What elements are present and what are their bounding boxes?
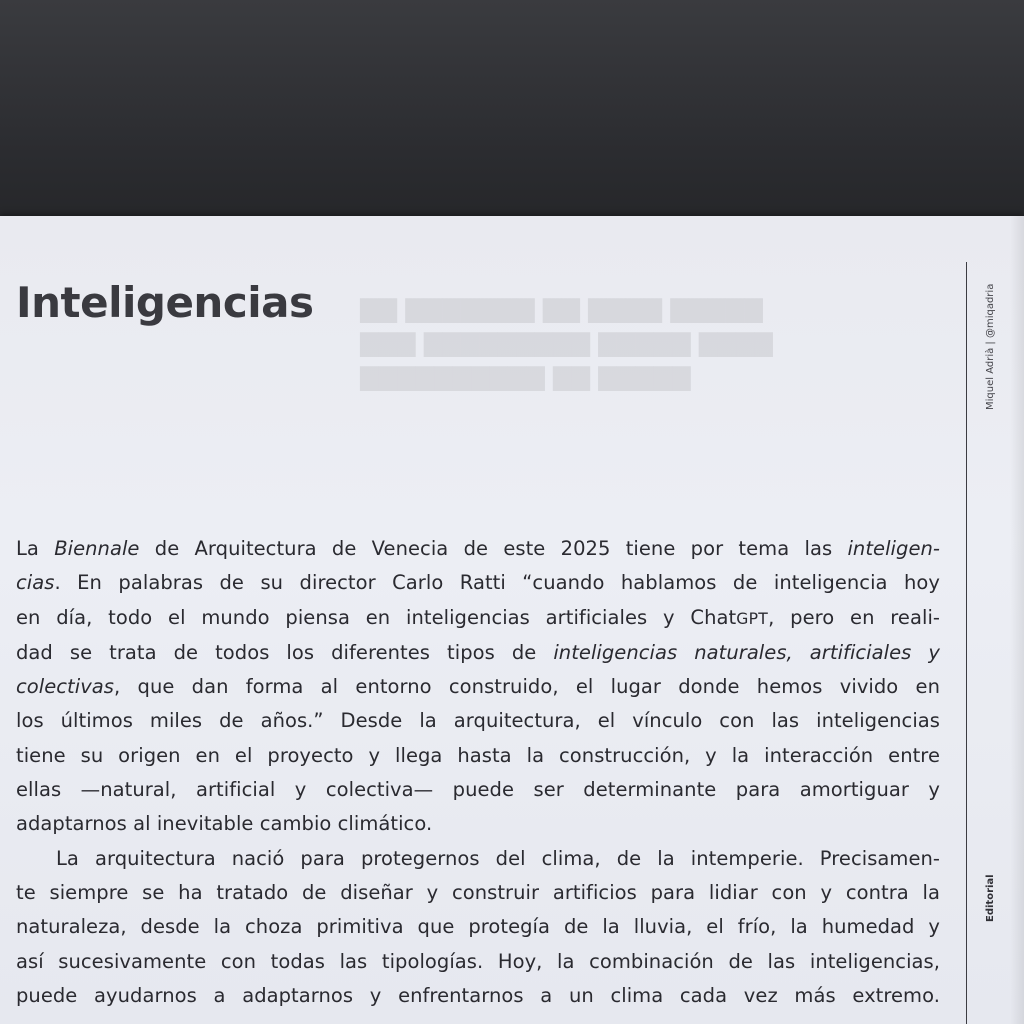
text-line bbox=[16, 566, 940, 600]
italic-run: cias bbox=[16, 571, 55, 595]
article-body bbox=[16, 532, 940, 1013]
text-line: adaptarnos al inevitable cambio climático. bbox=[16, 812, 433, 836]
text-line: naturaleza, desde la choza primitiva que protegía de la lluvia, el frío, la humedad y bbox=[16, 915, 940, 939]
vertical-rule bbox=[966, 262, 967, 1024]
text-line bbox=[16, 670, 940, 704]
italic-run: inteligen- bbox=[847, 537, 940, 560]
text-run: en día, todo el mundo piensa en inteligencias artificiales y Chat bbox=[16, 605, 737, 629]
text-line: La arquitectura nació para protegernos del clima, de la intemperie. Precisamen- bbox=[56, 846, 940, 870]
paragraph-1 bbox=[16, 532, 940, 842]
text-run: , pero en reali- bbox=[768, 605, 940, 629]
paragraph-2 bbox=[16, 842, 940, 1013]
text-run: de Arquitectura de Venecia de este 2025 tiene por tema las bbox=[139, 537, 848, 560]
text-line: puede ayudarnos a adaptarnos y enfrentarnos a un clima cada vez más extremo. bbox=[16, 983, 940, 1007]
text-line bbox=[16, 636, 940, 670]
page-edge-shadow bbox=[1010, 216, 1024, 1024]
section-label: Editorial bbox=[985, 874, 996, 922]
text-line: te siempre se ha tratado de diseñar y construir artificios para lidiar con y contra la bbox=[16, 880, 940, 904]
text-line bbox=[16, 601, 940, 636]
small-caps-run: GPT bbox=[736, 609, 769, 628]
italic-run: colectivas bbox=[16, 675, 114, 699]
text-line: tiene su origen en el proyecto y llega hasta la construcción, y la interacción entre bbox=[16, 743, 940, 767]
show-through-text: ▇▇▇▇▇ ▇▇▇▇ ▇▇ ▇▇▇▇▇▇▇ ▇▇ ▇▇▇▇ ▇▇▇▇▇ ▇▇▇▇▇▇▇▇▇ ▇▇▇ ▇▇▇▇▇ ▇▇ ▇▇▇▇▇▇▇▇▇▇ bbox=[360, 294, 773, 391]
text-line: los últimos miles de años.” Desde la arquitectura, el vínculo con las inteligencias bbox=[16, 709, 940, 733]
text-run: La bbox=[16, 537, 55, 560]
text-run: . En palabras de su director Carlo Ratti “cuando hablamos de inteligencia hoy bbox=[54, 571, 940, 595]
text-line: así sucesivamente con todas las tipologías. Hoy, la combinación de las inteligencias, bbox=[16, 949, 940, 973]
page-title: Inteligencias bbox=[16, 278, 314, 327]
text-line bbox=[16, 532, 940, 566]
author-credit: Miquel Adrià | @miqadria bbox=[985, 283, 996, 410]
dark-background bbox=[0, 0, 1024, 218]
text-line: ellas —natural, artificial y colectiva— puede ser determinante para amortiguar y bbox=[16, 778, 940, 802]
text-run: dad se trata de todos los diferentes tipos de bbox=[16, 640, 554, 664]
italic-run: inteligencias naturales, artificiales y bbox=[553, 640, 940, 664]
text-run: , que dan forma al entorno construido, el lugar donde hemos vivido en bbox=[114, 675, 940, 699]
italic-run: Biennale bbox=[54, 537, 140, 560]
